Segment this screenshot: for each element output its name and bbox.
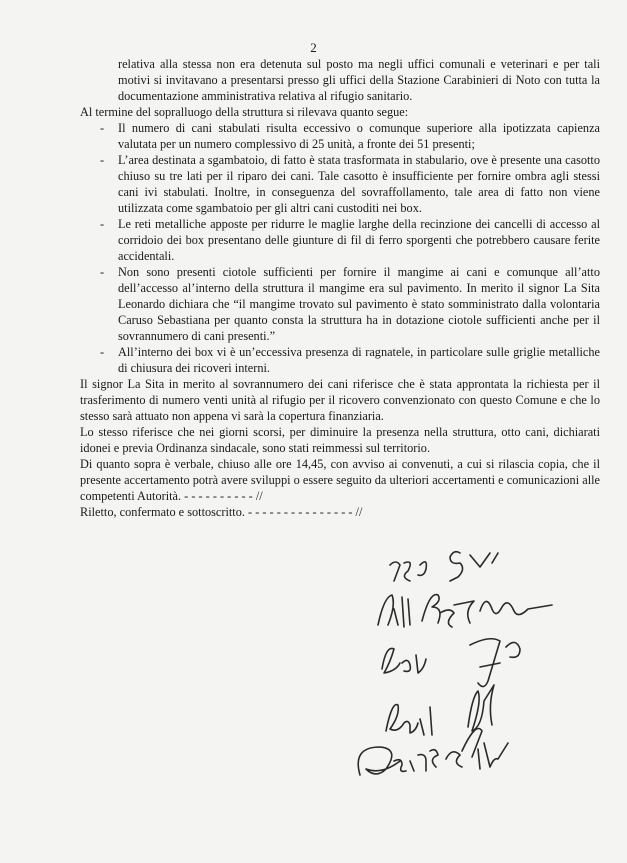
bullet-dash: - [100,345,105,359]
bullet-dash: - [100,121,105,135]
paragraph-transfer: Il signor La Sita in merito al sovrannumero dei cani riferisce che è stata approntata la richiesta per il trasferimento di numero venti unità al rifugio per il ricovero convenzionato con questo Comune e che lo stesso sarà attuato non appena vi sarà la copertura finanziaria. [80,377,600,423]
bullet-dash: - [100,217,105,231]
paragraph-release: Lo stesso riferisce che nei giorni scorsi, per diminuire la presenza nella struttura, otto cani, dichiarati idonei e previa Ordinanza sindacale, sono stati reimmessi sul territorio. [80,425,600,455]
bullet-dash: - [100,153,105,167]
signatures-block [330,535,600,805]
handwritten-signature-1 [390,552,498,581]
observation-header: Al termine del sopralluogo della struttura si rilevava quanto segue: [80,105,409,119]
document-body [80,56,600,520]
list-item-text: All’interno dei box vi è un’eccessiva presenza di ragnatele, in particolare sulle griglie metalliche di chiusura dei ricoveri interni. [118,345,600,375]
list-item-text: L’area destinata a sgambatoio, di fatto è stata trasformata in stabulario, ove è presente una casotto chiuso su tre lati per il riparo dei cani. Tale casotto è insufficiente per fornire ombra agli stessi cani ivi stabulati. Inoltre, in conseguenza del sovraffollamento, tale area di fatto non viene utilizzata come sgambatoio per gli altri cani custoditi nei box. [118,153,600,215]
handwritten-signature-3 [382,639,520,687]
list-item [80,152,600,216]
list-item [80,120,600,152]
bullet-dash: - [100,265,105,279]
handwritten-signature-4 [386,685,494,735]
closing-line: Riletto, confermato e sottoscritto. - - - - - - - - - - - - - - - // [80,505,363,519]
list-item-text: Le reti metalliche apposte per ridurre le maglie larghe della recinzione dei cancelli di accesso al corridoio dei box presentano delle giunture di fil di ferro sporgenti che potrebbero causare ferite accidentali. [118,217,600,263]
handwritten-signature-5 [358,729,508,776]
page-number: 2 [310,40,317,55]
list-item-text: Il numero di cani stabulati risulta eccessivo o comunque superiore alla ipotizzata capienza valutata per un numero complessivo di 25 unità, a fronte dei 51 presenti; [118,121,600,151]
observation-list [80,120,600,376]
list-item [80,344,600,376]
handwritten-signature-2 [378,595,552,627]
paragraph-closure: Di quanto sopra è verbale, chiuso alle ore 14,45, con avviso ai convenuti, a cui si rilascia copia, che il presente accertamento potrà avere sviluppi o essere seguito da ulteriori accertamenti e comunicazioni alle competenti Autorità. - - - - - - - - - - // [80,457,600,503]
list-item-text: Non sono presenti ciotole sufficienti per fornire il mangime ai cani e comunque all’atto dell’accesso al’interno della struttura il mangime era sul pavimento. In merito il signor La Sita Leonardo dichiara che “il mangime trovato sul pavimento è stato somministrato dalla volontaria Caruso Sebastiana per quanto consta la struttura ha in dotazione ciotole sufficienti anche per il sovrannumero di cani presenti.” [118,265,600,343]
list-item [80,216,600,264]
intro-continuation: relativa alla stessa non era detenuta sul posto ma negli uffici comunali e veterinari e per tali motivi si invitavano a presentarsi presso gli uffici della Stazione Carabinieri di Noto con tutta la documentazione amministrativa relativa al rifugio sanitario. [118,57,600,103]
list-item [80,264,600,344]
